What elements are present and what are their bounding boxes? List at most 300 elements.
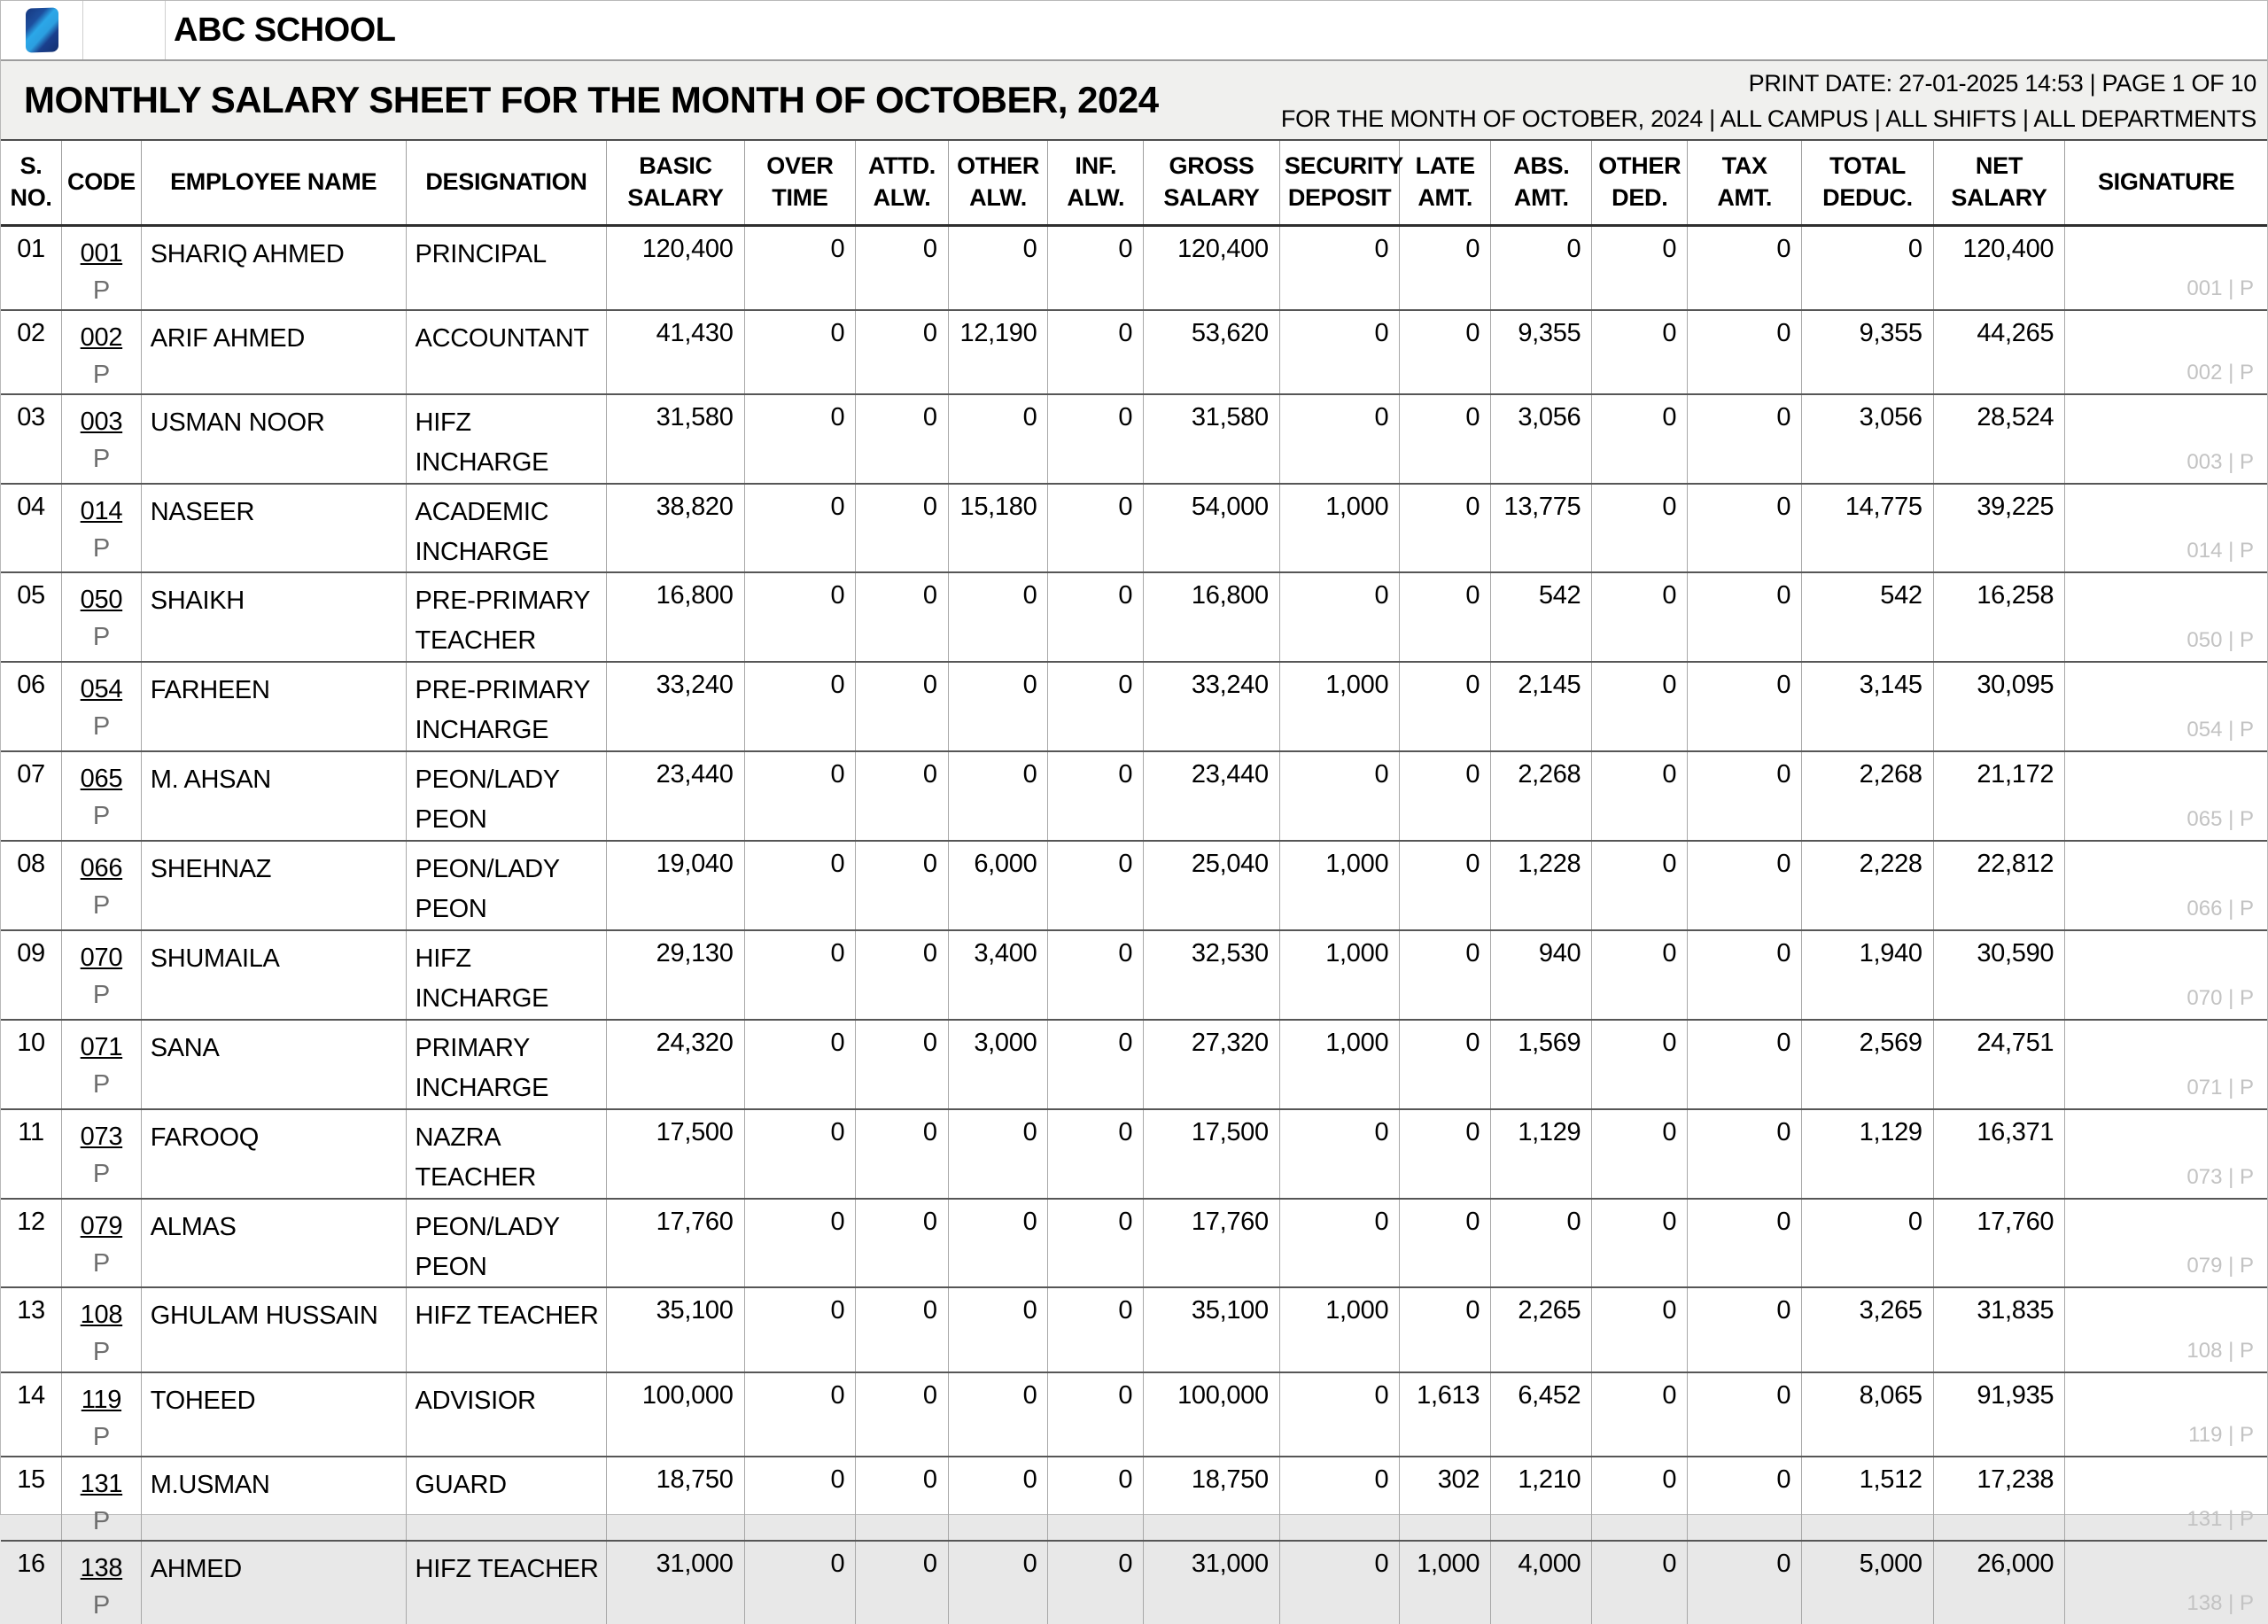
cell-basic: 38,820 <box>607 484 744 573</box>
employee-code-link[interactable]: 002 <box>80 322 123 352</box>
cell-inf_alw: 0 <box>1048 1287 1144 1371</box>
col-header-abs_amt: ABS. AMT. <box>1491 141 1592 225</box>
cell-attd_alw: 0 <box>856 572 948 662</box>
cell-signature <box>2065 484 2267 573</box>
cell-other_ded: 0 <box>1592 394 1688 484</box>
salary-table <box>1 141 2267 1624</box>
cell-other_ded: 0 <box>1592 930 1688 1020</box>
school-name: ABC SCHOOL <box>174 11 396 49</box>
cell-code <box>62 1541 142 1624</box>
col-header-sno: S. NO. <box>1 141 62 225</box>
table-row <box>1 572 2267 662</box>
cell-gross: 35,100 <box>1144 1287 1280 1371</box>
cell-name: SHEHNAZ <box>141 841 406 930</box>
employee-status-flag: P <box>92 1069 110 1099</box>
table-row <box>1 751 2267 841</box>
cell-security: 0 <box>1279 1109 1399 1199</box>
top-header-band <box>1 1 2267 59</box>
cell-net: 30,590 <box>1933 930 2065 1020</box>
signature-watermark: 050 | P <box>2186 628 2254 653</box>
cell-inf_alw: 0 <box>1048 751 1144 841</box>
employee-code-link[interactable]: 108 <box>80 1301 123 1330</box>
cell-late_amt: 0 <box>1400 484 1491 573</box>
cell-other_alw: 0 <box>948 394 1048 484</box>
table-row <box>1 1372 2267 1457</box>
cell-abs_amt: 1,129 <box>1491 1109 1592 1199</box>
cell-total_deduc: 542 <box>1802 572 1934 662</box>
cell-name: SHAIKH <box>141 572 406 662</box>
cell-attd_alw: 0 <box>856 394 948 484</box>
cell-tax_amt: 0 <box>1688 225 1802 310</box>
cell-other_ded: 0 <box>1592 484 1688 573</box>
cell-gross: 31,580 <box>1144 394 1280 484</box>
cell-tax_amt: 0 <box>1688 1457 1802 1541</box>
signature-watermark: 073 | P <box>2186 1164 2254 1189</box>
cell-tax_amt: 0 <box>1688 1109 1802 1199</box>
cell-sno: 03 <box>17 402 45 431</box>
cell-total_deduc: 14,775 <box>1802 484 1934 573</box>
cell-gross: 18,750 <box>1144 1457 1280 1541</box>
cell-overtime: 0 <box>744 930 856 1020</box>
cell-overtime: 0 <box>744 1372 856 1457</box>
cell-tax_amt: 0 <box>1688 841 1802 930</box>
cell-designation: GUARD <box>406 1457 607 1541</box>
cell-net: 31,835 <box>1933 1287 2065 1371</box>
cell-code <box>62 1457 142 1541</box>
header-spacer-cell <box>83 1 166 59</box>
cell-abs_amt: 3,056 <box>1491 394 1592 484</box>
cell-code <box>62 1199 142 1288</box>
cell-total_deduc: 8,065 <box>1802 1372 1934 1457</box>
cell-signature <box>2065 394 2267 484</box>
cell-tax_amt: 0 <box>1688 1287 1802 1371</box>
cell-net: 22,812 <box>1933 841 2065 930</box>
cell-tax_amt: 0 <box>1688 1541 1802 1624</box>
table-header-row <box>1 141 2267 225</box>
col-header-signature: SIGNATURE <box>2065 141 2267 225</box>
cell-other_ded: 0 <box>1592 1457 1688 1541</box>
cell-overtime: 0 <box>744 1199 856 1288</box>
cell-tax_amt: 0 <box>1688 751 1802 841</box>
signature-watermark: 108 | P <box>2186 1338 2254 1363</box>
cell-abs_amt: 0 <box>1491 225 1592 310</box>
cell-other_ded: 0 <box>1592 572 1688 662</box>
cell-inf_alw: 0 <box>1048 484 1144 573</box>
cell-late_amt: 0 <box>1400 1020 1491 1109</box>
cell-security: 1,000 <box>1279 930 1399 1020</box>
employee-status-flag: P <box>92 1338 110 1367</box>
cell-sno: 14 <box>17 1380 45 1410</box>
signature-watermark: 070 | P <box>2186 985 2254 1010</box>
signature-watermark: 065 | P <box>2186 807 2254 832</box>
cell-code <box>62 930 142 1020</box>
cell-code <box>62 572 142 662</box>
employee-code-link[interactable]: 079 <box>80 1211 123 1240</box>
cell-designation: PRE-PRIMARY INCHARGE <box>406 662 607 751</box>
cell-name: GHULAM HUSSAIN <box>141 1287 406 1371</box>
signature-watermark: 119 | P <box>2188 1422 2254 1447</box>
cell-other_alw: 0 <box>948 1287 1048 1371</box>
employee-code-link[interactable]: 066 <box>80 854 123 883</box>
cell-basic: 17,500 <box>607 1109 744 1199</box>
table-row <box>1 930 2267 1020</box>
cell-tax_amt: 0 <box>1688 1199 1802 1288</box>
cell-sno: 08 <box>17 850 45 879</box>
cell-other_alw: 0 <box>948 1457 1048 1541</box>
employee-status-flag: P <box>92 1506 110 1535</box>
cell-overtime: 0 <box>744 1457 856 1541</box>
cell-other_ded: 0 <box>1592 841 1688 930</box>
cell-overtime: 0 <box>744 394 856 484</box>
cell-other_ded: 0 <box>1592 225 1688 310</box>
cell-designation: ADVISIOR <box>406 1372 607 1457</box>
cell-net: 26,000 <box>1933 1541 2065 1624</box>
cell-security: 0 <box>1279 751 1399 841</box>
employee-code-link[interactable]: 071 <box>80 1032 123 1061</box>
cell-attd_alw: 0 <box>856 930 948 1020</box>
report-filter-info: FOR THE MONTH OF OCTOBER, 2024 | ALL CAMPUS | ALL SHIFTS | ALL DEPARTMENTS <box>1280 105 2256 132</box>
cell-late_amt: 1,613 <box>1400 1372 1491 1457</box>
cell-inf_alw: 0 <box>1048 1020 1144 1109</box>
cell-signature <box>2065 1199 2267 1288</box>
cell-net: 21,172 <box>1933 751 2065 841</box>
cell-attd_alw: 0 <box>856 751 948 841</box>
cell-attd_alw: 0 <box>856 1109 948 1199</box>
cell-basic: 24,320 <box>607 1020 744 1109</box>
cell-other_alw: 3,000 <box>948 1020 1048 1109</box>
employee-status-flag: P <box>92 276 110 305</box>
cell-attd_alw: 0 <box>856 1541 948 1624</box>
col-header-other_ded: OTHER DED. <box>1592 141 1688 225</box>
cell-tax_amt: 0 <box>1688 930 1802 1020</box>
cell-attd_alw: 0 <box>856 484 948 573</box>
cell-designation: PEON/LADY PEON <box>406 751 607 841</box>
cell-inf_alw: 0 <box>1048 225 1144 310</box>
cell-designation: HIFZ TEACHER <box>406 1287 607 1371</box>
cell-total_deduc: 2,268 <box>1802 751 1934 841</box>
employee-code-link[interactable]: 001 <box>80 238 123 268</box>
cell-name: M. AHSAN <box>141 751 406 841</box>
signature-watermark: 131 | P <box>2186 1506 2254 1531</box>
cell-abs_amt: 6,452 <box>1491 1372 1592 1457</box>
cell-net: 17,760 <box>1933 1199 2065 1288</box>
cell-other_alw: 0 <box>948 1372 1048 1457</box>
cell-basic: 35,100 <box>607 1287 744 1371</box>
cell-sno: 01 <box>17 234 45 263</box>
cell-net: 28,524 <box>1933 394 2065 484</box>
cell-signature <box>2065 1109 2267 1199</box>
cell-designation: HIFZ INCHARGE <box>406 394 607 484</box>
cell-code <box>62 841 142 930</box>
title-band <box>1 59 2267 141</box>
cell-other_ded: 0 <box>1592 1372 1688 1457</box>
cell-net: 30,095 <box>1933 662 2065 751</box>
employee-status-flag: P <box>92 444 110 473</box>
employee-status-flag: P <box>92 891 110 921</box>
cell-designation: ACADEMIC INCHARGE <box>406 484 607 573</box>
cell-total_deduc: 0 <box>1802 225 1934 310</box>
cell-designation: NAZRA TEACHER <box>406 1109 607 1199</box>
cell-designation: HIFZ TEACHER <box>406 1541 607 1624</box>
cell-name: TOHEED <box>141 1372 406 1457</box>
cell-signature <box>2065 1372 2267 1457</box>
table-row <box>1 1287 2267 1371</box>
cell-basic: 33,240 <box>607 662 744 751</box>
cell-security: 1,000 <box>1279 662 1399 751</box>
signature-watermark: 001 | P <box>2186 276 2254 300</box>
cell-security: 0 <box>1279 225 1399 310</box>
cell-late_amt: 0 <box>1400 1287 1491 1371</box>
cell-sno: 07 <box>17 760 45 789</box>
cell-overtime: 0 <box>744 841 856 930</box>
cell-late_amt: 1,000 <box>1400 1541 1491 1624</box>
cell-designation: HIFZ INCHARGE <box>406 930 607 1020</box>
cell-abs_amt: 1,228 <box>1491 841 1592 930</box>
cell-total_deduc: 3,265 <box>1802 1287 1934 1371</box>
cell-inf_alw: 0 <box>1048 1372 1144 1457</box>
cell-total_deduc: 3,056 <box>1802 394 1934 484</box>
cell-other_alw: 15,180 <box>948 484 1048 573</box>
cell-sno: 11 <box>18 1117 44 1146</box>
cell-basic: 120,400 <box>607 225 744 310</box>
cell-total_deduc: 0 <box>1802 1199 1934 1288</box>
cell-net: 16,258 <box>1933 572 2065 662</box>
employee-code-link[interactable]: 054 <box>80 675 123 704</box>
cell-late_amt: 0 <box>1400 662 1491 751</box>
cell-other_ded: 0 <box>1592 1020 1688 1109</box>
cell-late_amt: 0 <box>1400 225 1491 310</box>
cell-abs_amt: 940 <box>1491 930 1592 1020</box>
cell-other_ded: 0 <box>1592 1287 1688 1371</box>
cell-security: 0 <box>1279 394 1399 484</box>
employee-code-link[interactable]: 073 <box>80 1122 123 1151</box>
table-row <box>1 225 2267 310</box>
cell-basic: 100,000 <box>607 1372 744 1457</box>
cell-attd_alw: 0 <box>856 1457 948 1541</box>
cell-net: 24,751 <box>1933 1020 2065 1109</box>
cell-gross: 53,620 <box>1144 310 1280 394</box>
cell-code <box>62 310 142 394</box>
cell-sno: 04 <box>17 492 45 521</box>
cell-sno: 12 <box>17 1207 45 1236</box>
report-meta <box>1281 64 2256 137</box>
table-body <box>1 225 2267 1624</box>
table-row <box>1 394 2267 484</box>
cell-basic: 31,000 <box>607 1541 744 1624</box>
cell-gross: 33,240 <box>1144 662 1280 751</box>
cell-name: USMAN NOOR <box>141 394 406 484</box>
employee-status-flag: P <box>92 980 110 1009</box>
cell-security: 1,000 <box>1279 1020 1399 1109</box>
cell-abs_amt: 2,268 <box>1491 751 1592 841</box>
cell-code <box>62 484 142 573</box>
cell-gross: 23,440 <box>1144 751 1280 841</box>
employee-status-flag: P <box>92 1422 110 1451</box>
cell-name: NASEER <box>141 484 406 573</box>
cell-gross: 25,040 <box>1144 841 1280 930</box>
cell-security: 0 <box>1279 1372 1399 1457</box>
cell-late_amt: 0 <box>1400 930 1491 1020</box>
cell-signature <box>2065 572 2267 662</box>
col-header-inf_alw: INF. ALW. <box>1048 141 1144 225</box>
cell-gross: 27,320 <box>1144 1020 1280 1109</box>
employee-status-flag: P <box>92 1590 110 1620</box>
cell-overtime: 0 <box>744 751 856 841</box>
cell-designation: PRE-PRIMARY TEACHER <box>406 572 607 662</box>
signature-watermark: 138 | P <box>2186 1590 2254 1615</box>
cell-total_deduc: 1,940 <box>1802 930 1934 1020</box>
cell-gross: 54,000 <box>1144 484 1280 573</box>
cell-attd_alw: 0 <box>856 1020 948 1109</box>
cell-gross: 120,400 <box>1144 225 1280 310</box>
signature-watermark: 002 | P <box>2186 360 2254 385</box>
employee-code-link[interactable]: 131 <box>80 1469 123 1498</box>
table-row <box>1 1457 2267 1541</box>
employee-status-flag: P <box>92 1159 110 1188</box>
employee-code-link[interactable]: 138 <box>80 1553 123 1582</box>
employee-code-link[interactable]: 050 <box>80 586 123 615</box>
cell-abs_amt: 1,569 <box>1491 1020 1592 1109</box>
cell-signature <box>2065 841 2267 930</box>
col-header-designation: DESIGNATION <box>406 141 607 225</box>
cell-security: 0 <box>1279 310 1399 394</box>
cell-overtime: 0 <box>744 1020 856 1109</box>
cell-code <box>62 1020 142 1109</box>
cell-inf_alw: 0 <box>1048 1199 1144 1288</box>
cell-total_deduc: 5,000 <box>1802 1541 1934 1624</box>
cell-code <box>62 1287 142 1371</box>
col-header-overtime: OVER TIME <box>744 141 856 225</box>
cell-overtime: 0 <box>744 225 856 310</box>
page-title: MONTHLY SALARY SHEET FOR THE MONTH OF OCTOBER, 2024 <box>24 79 1159 120</box>
cell-sno: 15 <box>17 1465 45 1494</box>
cell-basic: 31,580 <box>607 394 744 484</box>
table-row <box>1 310 2267 394</box>
cell-security: 0 <box>1279 1199 1399 1288</box>
col-header-name: EMPLOYEE NAME <box>141 141 406 225</box>
cell-abs_amt: 13,775 <box>1491 484 1592 573</box>
cell-attd_alw: 0 <box>856 1199 948 1288</box>
cell-other_ded: 0 <box>1592 751 1688 841</box>
cell-overtime: 0 <box>744 484 856 573</box>
cell-net: 120,400 <box>1933 225 2065 310</box>
cell-signature <box>2065 1287 2267 1371</box>
cell-attd_alw: 0 <box>856 1372 948 1457</box>
cell-basic: 18,750 <box>607 1457 744 1541</box>
cell-signature <box>2065 751 2267 841</box>
cell-attd_alw: 0 <box>856 310 948 394</box>
cell-late_amt: 0 <box>1400 751 1491 841</box>
cell-sno: 09 <box>17 938 45 967</box>
cell-code <box>62 225 142 310</box>
cell-tax_amt: 0 <box>1688 1372 1802 1457</box>
cell-gross: 17,500 <box>1144 1109 1280 1199</box>
cell-code <box>62 751 142 841</box>
cell-basic: 16,800 <box>607 572 744 662</box>
cell-designation: ACCOUNTANT <box>406 310 607 394</box>
col-header-net: NET SALARY <box>1933 141 2065 225</box>
cell-name: FAROOQ <box>141 1109 406 1199</box>
cell-code <box>62 1372 142 1457</box>
col-header-gross: GROSS SALARY <box>1144 141 1280 225</box>
cell-other_alw: 0 <box>948 751 1048 841</box>
cell-other_alw: 0 <box>948 1199 1048 1288</box>
cell-other_alw: 0 <box>948 572 1048 662</box>
cell-overtime: 0 <box>744 572 856 662</box>
cell-overtime: 0 <box>744 310 856 394</box>
cell-name: FARHEEN <box>141 662 406 751</box>
cell-tax_amt: 0 <box>1688 310 1802 394</box>
cell-gross: 32,530 <box>1144 930 1280 1020</box>
cell-other_alw: 0 <box>948 1109 1048 1199</box>
signature-watermark: 054 | P <box>2186 718 2254 742</box>
cell-name: ALMAS <box>141 1199 406 1288</box>
cell-code <box>62 662 142 751</box>
employee-status-flag: P <box>92 533 110 563</box>
cell-other_ded: 0 <box>1592 1541 1688 1624</box>
table-row <box>1 1541 2267 1624</box>
employee-code-link[interactable]: 070 <box>80 943 123 972</box>
cell-net: 17,238 <box>1933 1457 2065 1541</box>
employee-code-link[interactable]: 014 <box>80 496 123 525</box>
cell-code <box>62 394 142 484</box>
cell-inf_alw: 0 <box>1048 394 1144 484</box>
cell-code <box>62 1109 142 1199</box>
cell-basic: 23,440 <box>607 751 744 841</box>
cell-late_amt: 0 <box>1400 1109 1491 1199</box>
employee-code-link[interactable]: 065 <box>80 765 123 794</box>
cell-basic: 17,760 <box>607 1199 744 1288</box>
cell-signature <box>2065 1541 2267 1624</box>
cell-security: 1,000 <box>1279 1287 1399 1371</box>
cell-total_deduc: 2,569 <box>1802 1020 1934 1109</box>
cell-sno: 16 <box>17 1549 45 1578</box>
cell-gross: 31,000 <box>1144 1541 1280 1624</box>
signature-watermark: 014 | P <box>2186 539 2254 563</box>
cell-sno: 10 <box>17 1028 45 1057</box>
employee-code-link[interactable]: 003 <box>80 407 123 436</box>
cell-designation: PEON/LADY PEON <box>406 1199 607 1288</box>
cell-signature <box>2065 1020 2267 1109</box>
cell-inf_alw: 0 <box>1048 572 1144 662</box>
cell-abs_amt: 2,145 <box>1491 662 1592 751</box>
table-row <box>1 1109 2267 1199</box>
cell-inf_alw: 0 <box>1048 1109 1144 1199</box>
employee-code-link[interactable]: 119 <box>81 1385 122 1414</box>
table-row <box>1 1020 2267 1109</box>
cell-sno: 05 <box>17 581 45 610</box>
cell-other_alw: 12,190 <box>948 310 1048 394</box>
cell-basic: 19,040 <box>607 841 744 930</box>
cell-total_deduc: 3,145 <box>1802 662 1934 751</box>
cell-tax_amt: 0 <box>1688 662 1802 751</box>
cell-total_deduc: 1,512 <box>1802 1457 1934 1541</box>
employee-status-flag: P <box>92 360 110 389</box>
cell-other_alw: 0 <box>948 662 1048 751</box>
cell-overtime: 0 <box>744 1541 856 1624</box>
cell-late_amt: 0 <box>1400 572 1491 662</box>
cell-other_ded: 0 <box>1592 1199 1688 1288</box>
cell-other_ded: 0 <box>1592 1109 1688 1199</box>
col-header-total_deduc: TOTAL DEDUC. <box>1802 141 1934 225</box>
cell-total_deduc: 9,355 <box>1802 310 1934 394</box>
cell-signature <box>2065 930 2267 1020</box>
col-header-security: SECURITY DEPOSIT <box>1279 141 1399 225</box>
cell-sno: 06 <box>17 671 45 700</box>
cell-attd_alw: 0 <box>856 225 948 310</box>
cell-inf_alw: 0 <box>1048 310 1144 394</box>
cell-sno: 02 <box>17 318 45 347</box>
